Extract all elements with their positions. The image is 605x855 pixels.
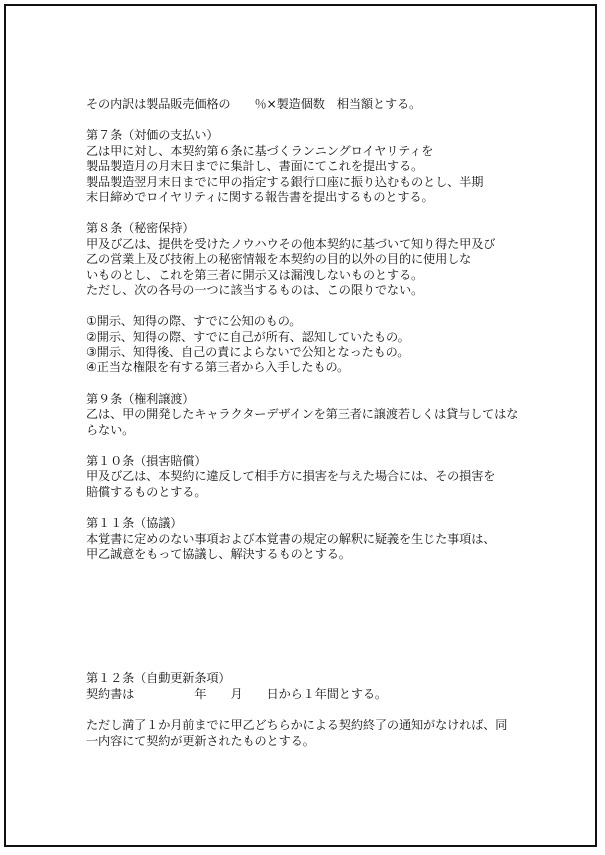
contract-body [86,97,526,749]
article-12-line: 一内容にて契約が更新されたものとする。 [86,733,315,748]
article-7-line: 末日締めでロイヤリティに関する報告書を提出するものとする。 [86,189,434,204]
article-7 [86,128,526,205]
article-8-item: ④正当な権限を有する第三者から入手したもの。 [86,360,350,375]
article-7-heading: 第７条（対価の支払い） [86,128,219,143]
article-8-item: ①開示、知得の際、すでに公知のもの。 [86,314,302,329]
article-8-line: 乙の営業上及び技術上の秘密情報を本契約の目的以外の目的に使用しな [86,252,472,267]
article-9-line: 乙は、甲の開発したキャラクターデザインを第三者に譲渡若しくは貸与してはな [86,407,519,422]
article-12-heading: 第１２条（自動更新条項） [86,671,231,686]
article-11-line: 本覚書に定めのない事項および本覚書の規定の解釈に疑義を生じた事項は、 [86,531,496,546]
article-10 [86,454,526,500]
article-8-line: いものとし、これを第三者に開示又は漏洩しないものとする。 [86,267,424,282]
article-8-line: 甲及び乙は、提供を受けたノウハウその他本契約に基づいて知り得た甲及び [86,236,496,251]
article-10-heading: 第１０条（損害賠償） [86,454,207,469]
intro-line: その内訳は製品販売価格の ％×製造個数 相当額とする。 [86,97,422,111]
article-11 [86,516,526,562]
article-12-line: 契約書は 年 月 日から１年間とする。 [86,686,387,701]
article-8-line: ただし、次の各号の一つに該当するものは、この限りでない。 [86,282,424,297]
article-8-heading: 第８条（秘密保持） [86,221,195,236]
article-11-heading: 第１１条（協議） [86,516,183,531]
article-12 [86,671,526,749]
article-7-line: 乙は甲に対し、本契約第６条に基づくランニングロイヤリティを [86,143,434,158]
article-10-line: 賠償するものとする。 [86,484,207,499]
article-9-line: らない。 [86,422,135,437]
article-9-heading: 第９条（権利譲渡） [86,391,195,406]
article-12-line: ただし満了１か月前までに甲乙どちらかによる契約終了の通知がなければ、同 [86,718,508,733]
article-7-line: 製品製造翌月末日までに甲の指定する銀行口座に振り込むものとし、半期 [86,174,484,189]
article-8 [86,221,526,376]
article-7-line: 製品製造月の月末日までに集計し、書面にてこれを提出する。 [86,159,424,174]
article-10-line: 甲及び乙は、本契約に違反して相手方に損害を与えた場合には、その損害を [86,469,496,484]
article-9 [86,392,526,438]
article-11-line: 甲乙誠意をもって協議し、解決するものとする。 [86,546,351,561]
article-8-item: ③開示、知得後、自己の責によらないで公知となったもの。 [86,345,410,360]
article-8-item: ②開示、知得の際、すでに自己が所有、認知していたもの。 [86,329,410,344]
